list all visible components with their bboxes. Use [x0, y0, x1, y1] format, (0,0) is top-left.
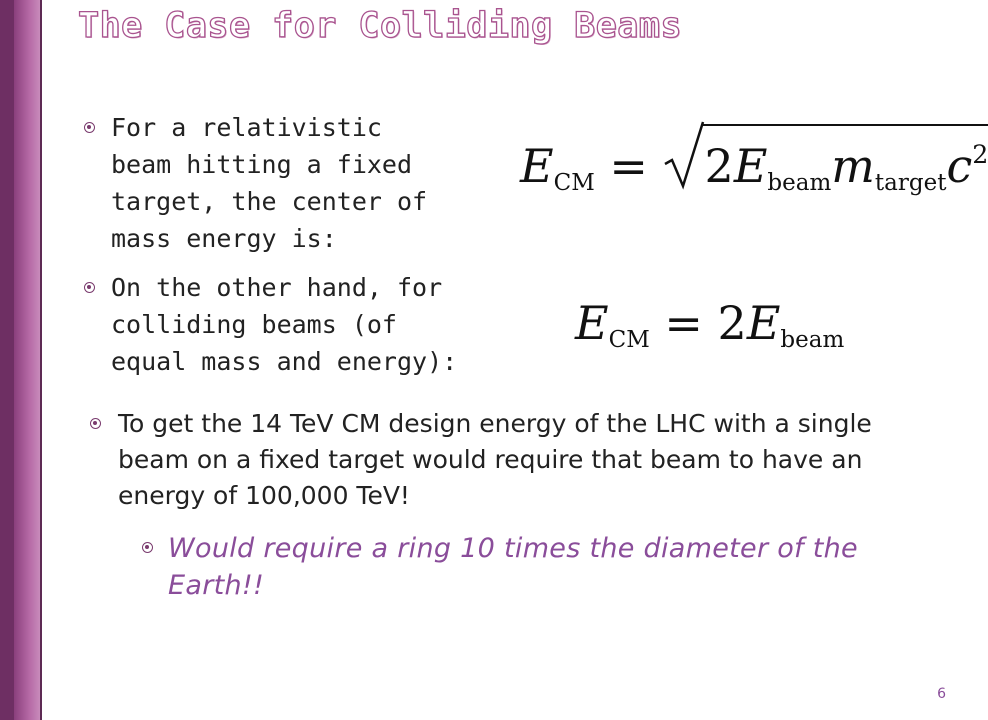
- bullet-text: To get the 14 TeV CM design energy of the LHC with a single beam on a fixed target would require that beam to have an energy of 100,000 TeV!: [118, 409, 872, 510]
- bullet-icon: [84, 282, 95, 293]
- left-decorative-band-dark: [0, 0, 14, 720]
- eq-subscript: CM: [608, 327, 650, 354]
- eq-subscript: beam: [780, 327, 845, 354]
- eq-symbol: m: [831, 138, 875, 193]
- bullet-icon: [90, 418, 101, 429]
- radicand: [701, 124, 988, 206]
- bullet-icon: [84, 122, 95, 133]
- slide-title: The Case for Colliding Beams: [78, 6, 683, 46]
- eq-subscript: CM: [553, 170, 595, 197]
- bullet-text: Would require a ring 10 times the diameter of the Earth!!: [168, 533, 858, 601]
- bullet-icon: [142, 542, 153, 553]
- eq-equals: =: [609, 138, 648, 193]
- sub-bullet-ring-size: [142, 530, 932, 604]
- eq-exponent: 2: [972, 140, 988, 169]
- square-root: [663, 124, 988, 206]
- equation-fixed-target: [520, 124, 988, 197]
- equation-colliding: [575, 296, 844, 353]
- eq-symbol: E: [520, 138, 554, 193]
- eq-coefficient: 2: [717, 296, 747, 350]
- eq-coefficient: 2: [704, 138, 734, 193]
- bullet-colliding-beams: [84, 269, 474, 380]
- eq-equals: =: [664, 296, 703, 350]
- page-number: 6: [937, 686, 946, 702]
- bullet-text: On the other hand, for colliding beams (of equal mass and energy):: [111, 273, 458, 376]
- left-decorative-band: [14, 0, 40, 720]
- eq-symbol: E: [575, 296, 609, 350]
- bullet-fixed-target: [84, 109, 454, 257]
- eq-subscript: target: [874, 170, 947, 197]
- square-root-sign-icon: [663, 120, 705, 190]
- eq-symbol: E: [746, 296, 781, 350]
- eq-symbol: E: [733, 138, 768, 193]
- eq-subscript: beam: [767, 170, 832, 197]
- bullet-lhc-energy: [90, 406, 930, 514]
- eq-symbol: c: [946, 138, 973, 193]
- left-band-edge: [40, 0, 42, 720]
- bullet-text: For a relativistic beam hitting a fixed target, the center of mass energy is:: [111, 113, 428, 253]
